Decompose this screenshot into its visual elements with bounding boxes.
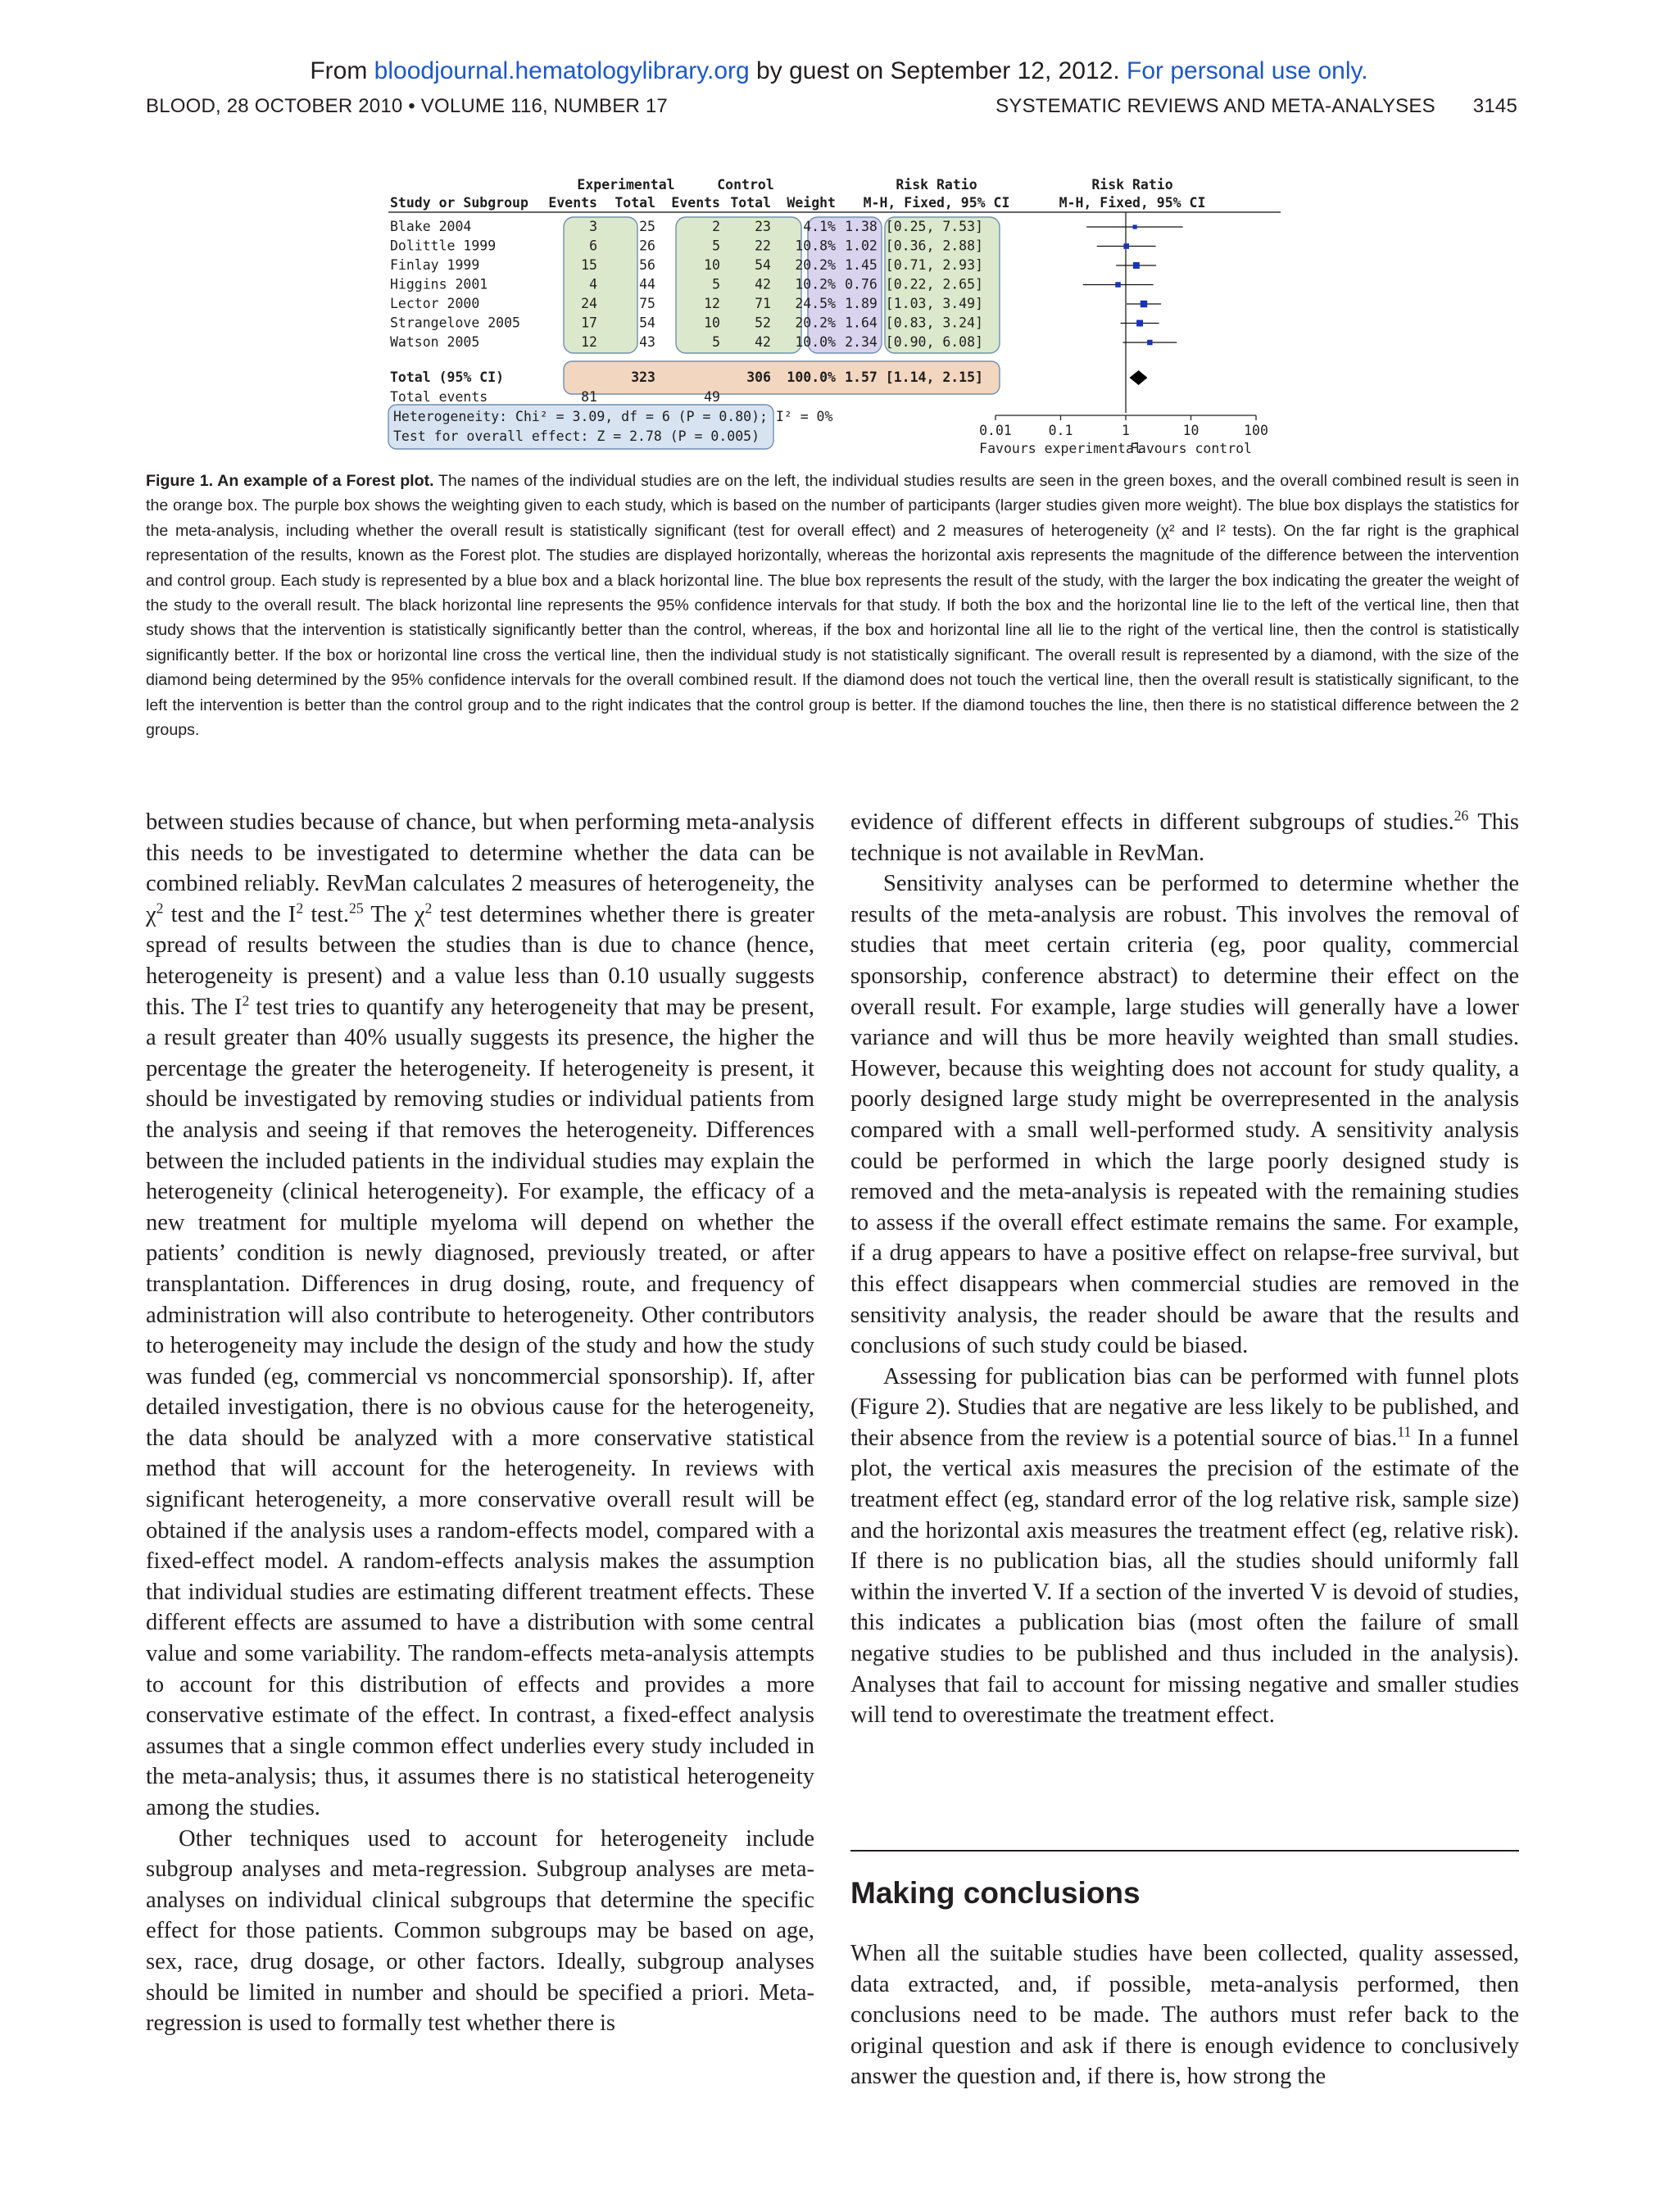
section-header	[995, 95, 1517, 118]
green-box-exp	[564, 217, 637, 353]
exp-events: 3	[589, 219, 597, 234]
header-group-experimental: Experimental	[577, 177, 675, 193]
ctl-events: 5	[712, 276, 720, 292]
total-events-label: Total events	[390, 389, 488, 405]
study-name: Finlay 1999	[390, 257, 480, 273]
column-header-ci: M-H, Fixed, 95% CI	[863, 195, 1010, 211]
exp-total: 43	[639, 334, 655, 350]
study-weight: 4.1%	[803, 219, 836, 234]
exp-total: 26	[639, 238, 655, 254]
effect-square	[1115, 282, 1121, 288]
reference-marker: 26	[1454, 807, 1469, 824]
paragraph: When all the suitable studies have been collected, quality assessed, data extracted, and, if possible, meta-analysis performed, then conclusions need to be made. The authors must refer back to the original question and ask if there is enough evidence to conclusively answer the question and, if there is, how strong the	[850, 1941, 1519, 2090]
text-run: test and the I	[163, 901, 297, 927]
header-group-risk-ratio-plot: Risk Ratio	[1091, 177, 1173, 193]
study-ci: 2.34 [0.90, 6.08]	[845, 334, 983, 350]
total-events-exp: 81	[581, 389, 597, 405]
overall-diamond	[1130, 370, 1148, 385]
column-header-ci-plot: M-H, Fixed, 95% CI	[1059, 195, 1206, 211]
superscript: 2	[424, 900, 433, 917]
study-ci: 1.02 [0.36, 2.88]	[845, 238, 983, 254]
ctl-total: 71	[755, 296, 771, 311]
study-ci: 1.45 [0.71, 2.93]	[845, 257, 983, 273]
ctl-events: 5	[712, 238, 720, 254]
effect-square	[1123, 243, 1129, 249]
x-tick-label: 1	[1122, 423, 1130, 438]
total-events-ctl: 49	[704, 389, 720, 405]
text-run: The χ	[363, 901, 425, 927]
text-run: test tries to quantify any heterogeneity that may be present, a result greater than 40% usually suggests its presence, the higher the percentage the greater the heterogeneity. If heterogeneity is present, it should be investigated by removing studies or individual patients from the analysis and seeing if that removes the heterogeneity. Differences between the included patients in the individual studies may explain the heterogeneity (clinical heterogeneity). For example, the efficacy of a new treatment for multiple myeloma will depend on whether the patients’ condition is newly diagnosed, previously treated, or after transplantation. Differences in drug dosing, route, and frequency of administration will also contribute to heterogeneity. Other contributors to heterogeneity may include the design of the study and how the study was funded (eg, commercial vs noncommercial sponsorship). If, after detailed investigation, there is no obvious cause for the heterogeneity, the data should be analyzed with a more conservative statistical method that will account for the heterogeneity. In reviews with significant heterogeneity, a more conservative overall result will be obtained if the analysis uses a random-effects model, compared with a fixed-effect model. A random-effects analysis makes the assumption that individual studies are estimating different treatment effects. These different effects are assumed to have a distribution with some central value and some variability. The random-effects meta-analysis attempts to account for this distribution of effects and provides a more conservative estimate of the effect. In contrast, a fixed-effect analysis assumes that a single common effect underlies every study included in the meta-analysis; thus, it assumes there is no statistical heterogeneity among the studies.	[146, 994, 814, 1820]
ctl-events: 12	[704, 296, 720, 311]
paragraph: Other techniques used to account for heterogeneity include subgroup analyses and meta-regression. Subgroup analyses are meta-analyses on individual clinical subgroups that determine the specific effect for those patients. Common subgroups may be based on age, sex, race, drug dosage, or other factors. Ideally, subgroup analyses should be limited in number and should be specified a priori. Meta-regression is used to formally test whether there is	[146, 1825, 814, 2037]
journal-header: BLOOD, 28 OCTOBER 2010 • VOLUME 116, NUMBER 17	[146, 95, 668, 117]
study-name: Blake 2004	[390, 219, 472, 234]
x-tick-label: 100	[1244, 423, 1268, 438]
forest-graph	[995, 212, 1256, 420]
total-ctl: 306	[746, 369, 771, 385]
ctl-events: 2	[712, 219, 720, 234]
reference-marker: 25	[349, 900, 364, 917]
ctl-events: 10	[704, 257, 720, 273]
source-site-link[interactable]: bloodjournal.hematologylibrary.org	[374, 57, 750, 84]
ctl-total: 54	[755, 257, 771, 273]
superscript: 2	[296, 900, 304, 917]
body-column-right	[850, 807, 1519, 1731]
header-group-control: Control	[717, 177, 774, 193]
paragraph	[146, 807, 814, 1824]
forest-plot	[385, 170, 1295, 459]
column-header-study: Study or Subgroup	[390, 195, 528, 211]
text-run: evidence of different effects in different subgroups of studies.	[850, 809, 1454, 835]
column-header-total: Total	[615, 195, 655, 211]
superscript: 2	[242, 991, 250, 1009]
figure-caption	[146, 469, 1519, 742]
source-middle: by guest on September 12, 2012.	[749, 57, 1127, 84]
study-name: Watson 2005	[390, 334, 480, 350]
source-prefix: From	[310, 57, 374, 84]
x-tick-label: 0.01	[979, 423, 1012, 438]
ctl-total: 52	[755, 315, 771, 331]
x-tick-label: 0.1	[1048, 423, 1073, 438]
figure-label: Figure 1. An example of a Forest plot.	[146, 472, 434, 490]
study-ci: 1.64 [0.83, 3.24]	[845, 315, 983, 331]
study-weight: 24.5%	[795, 296, 836, 311]
heterogeneity-text: Heterogeneity: Chi² = 3.09, df = 6 (P = 0.80); I² = 0%	[393, 409, 833, 424]
exp-events: 6	[589, 238, 597, 254]
text-run: Assessing for publication bias can be performed with funnel plots (Figure 2). Studies that are negative are less likely to be published, and their absence from the review is a potential source of bias.	[850, 1363, 1519, 1451]
exp-total: 54	[639, 315, 655, 331]
total-label: Total (95% CI)	[390, 369, 505, 385]
study-weight: 20.2%	[795, 257, 836, 273]
paragraph: Sensitivity analyses can be performed to determine whether the results of the meta-analysis are robust. This involves the removal of studies that meet certain criteria (eg, poor quality, commercial sponsorship, conference abstract) to determine their effect on the overall result. For example, large studies will generally have a lower variance and will thus be more heavily weighted than small studies. However, because this weighting does not account for study quality, a poorly designed large study might be overrepresented in the analysis compared with a small well-performed study. A sensitivity analysis could be performed in which the large poorly designed study is removed and the meta-analysis is repeated with the remaining studies to assess if the overall effect estimate remains the same. For example, if a drug appears to have a positive effect on relapse-free survival, but this effect disappears when commercial studies are removed in the sensitivity analysis, the reader should be aware that the results and conclusions of such study could be biased.	[850, 871, 1519, 1359]
green-box-ctl	[676, 217, 801, 353]
study-name: Lector 2000	[390, 296, 480, 311]
ctl-events: 10	[704, 315, 720, 331]
text-run: This technique is not available in RevMan.	[850, 809, 1519, 866]
body-column-left	[146, 807, 814, 2039]
effect-square	[1136, 320, 1143, 327]
exp-events: 12	[581, 334, 597, 350]
favours-experimental-label: Favours experimental	[979, 441, 1142, 456]
overall-effect-text: Test for overall effect: Z = 2.78 (P = 0.005)	[393, 428, 760, 444]
study-weight: 10.8%	[795, 238, 836, 254]
section-name: SYSTEMATIC REVIEWS AND META-ANALYSES	[995, 95, 1435, 117]
favours-control-label: Favours control	[1129, 441, 1253, 456]
study-ci: 1.38 [0.25, 7.53]	[845, 219, 983, 234]
page-number: 3145	[1472, 95, 1517, 117]
forest-table	[388, 177, 1281, 456]
superscript: 2	[156, 900, 164, 917]
effect-square	[1133, 224, 1137, 229]
reference-marker: 11	[1397, 1423, 1412, 1440]
exp-events: 4	[589, 276, 597, 292]
source-banner	[0, 57, 1678, 85]
header-group-risk-ratio: Risk Ratio	[896, 177, 977, 193]
study-name: Dolittle 1999	[390, 238, 497, 254]
total-ci: 1.57 [1.14, 2.15]	[845, 369, 983, 385]
total-weight: 100.0%	[787, 369, 836, 385]
text-run: between studies because of chance, but when performing meta-analysis this needs to be investigated to determine whether the data can be combined reliably. RevMan calculates 2 measures of heterogeneity, the χ	[146, 809, 814, 927]
effect-square	[1141, 301, 1147, 307]
text-run: In a funnel plot, the vertical axis measures the precision of the estimate of the treatment effect (eg, standard error of the log relative risk, sample size) and the horizontal axis measures the treatment effect (eg, relative risk). If there is no publication bias, all the studies should uniformly fall within the inverted V. If a section of the inverted V is devoid of studies, this indicates a publication bias (most often the failure of small negative studies to be published and thus included in the analysis). Analyses that fail to account for missing negative and smaller studies will tend to overestimate the treatment effect.	[850, 1425, 1519, 1729]
effect-square	[1133, 262, 1140, 269]
study-name: Strangelove 2005	[390, 315, 520, 331]
exp-events: 24	[581, 296, 597, 311]
column-header-events: Events	[548, 195, 597, 211]
study-ci: 0.76 [0.22, 2.65]	[845, 276, 983, 292]
exp-total: 56	[639, 257, 655, 273]
exp-total: 44	[639, 276, 655, 292]
ctl-events: 5	[712, 334, 720, 350]
column-header-total: Total	[730, 195, 771, 211]
study-ci: 1.89 [1.03, 3.49]	[845, 296, 983, 311]
column-header-events: Events	[671, 195, 720, 211]
text-run: test determines whether there is greater spread of results between the studies than is due to chance (hence, heterogeneity is present) and a value less than 0.10 usually suggests this. The I	[146, 901, 815, 1020]
total-exp: 323	[631, 369, 655, 385]
body-column-right-continued	[850, 1938, 1519, 2092]
study-weight: 10.2%	[795, 276, 836, 292]
study-weight: 10.0%	[795, 334, 836, 350]
exp-total: 25	[639, 219, 655, 234]
paragraph	[850, 807, 1519, 868]
ctl-total: 23	[755, 219, 771, 234]
study-name: Higgins 2001	[390, 276, 488, 292]
exp-total: 75	[639, 296, 655, 311]
caption-text: The names of the individual studies are on the left, the individual studies results are seen in the green boxes, and the overall combined result is seen in the orange box. The purple box shows the weighting given to each study, which is based on the number of participants (larger studies given more weight). The blue box displays the statistics for the meta-analysis, including whether the overall result is statistically significant (test for overall effect) and 2 measures of heterogeneity (χ² and I² tests). On the far right is the graphical representation of the results, known as the Forest plot. The studies are displayed horizontally, whereas the horizontal axis represents the magnitude of the difference between the intervention and control group. Each study is represented by a blue box and a black horizontal line. The blue box represents the result of the study, with the larger the box indicating the greater the weight of the study to the overall result. The black horizontal line represents the 95% confidence intervals for that study. If both the box and the horizontal line lie to the left of the vertical line, then that study shows that the intervention is statistically significantly better than the control, whereas, if the box and horizontal line all lie to the right of the vertical line, then the control is statistically significantly better. If the box or horizontal line cross the vertical line, then the individual study is not statistically significant. The overall result is represented by a diamond, with the size of the diamond being determined by the 95% confidence intervals for the overall combined result. If the diamond does not touch the vertical line, then the overall result is statistically significant, to the left the intervention is better than the control group and to the right indicates that the control group is better. If the diamond touches the line, then there is no statistical difference between the 2 groups.	[146, 472, 1519, 740]
study-weight: 20.2%	[795, 315, 836, 331]
effect-square	[1147, 340, 1152, 345]
column-header-weight: Weight	[787, 195, 836, 211]
exp-events: 15	[581, 257, 597, 273]
exp-events: 17	[581, 315, 597, 331]
ctl-total: 42	[755, 276, 771, 292]
section-heading: Making conclusions	[850, 1876, 1141, 1910]
ctl-total: 42	[755, 334, 771, 350]
personal-use-link[interactable]: For personal use only.	[1127, 57, 1368, 84]
text-run: test.	[303, 901, 350, 927]
paragraph	[850, 1362, 1519, 1731]
section-divider	[850, 1850, 1519, 1852]
x-tick-label: 10	[1182, 423, 1200, 438]
ctl-total: 22	[755, 238, 771, 254]
